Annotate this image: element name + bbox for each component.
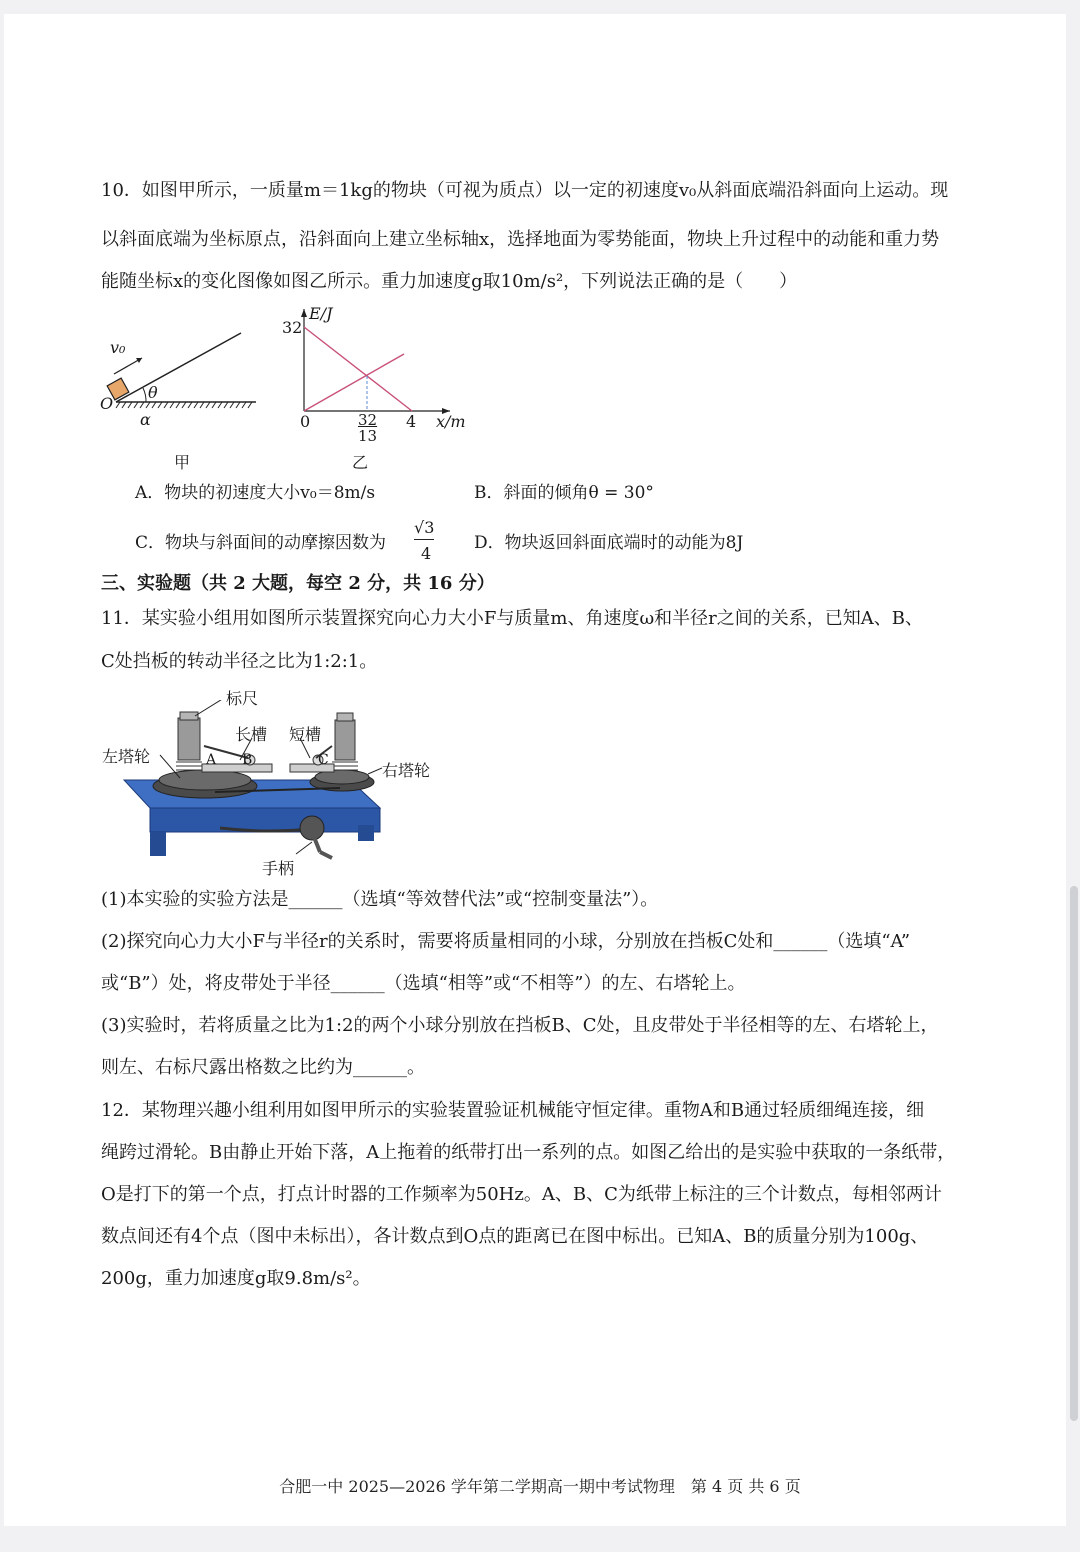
q11-part2-line1: (2)探究向心力大小F与半径r的关系时，需要将质量相同的小球，分别放在挡板C处和______（选填“A” — [101, 931, 911, 952]
short-slot-label: 短槽 — [289, 725, 322, 744]
left-tower-wheel-label: 左塔轮 — [102, 747, 151, 766]
option-b[interactable]: B．斜面的倾角θ = 30° — [474, 483, 654, 503]
x-axis-label: x/m — [436, 412, 466, 431]
kinetic-energy-line — [304, 327, 412, 411]
option-c[interactable]: C．物块与斜面间的动摩擦因数为 — [135, 533, 387, 553]
handle-label: 手柄 — [262, 859, 295, 878]
v0-label: v₀ — [110, 338, 126, 357]
page-footer: 合肥一中 2025—2026 学年第二学期高一期中考试物理 第 4 页 共 6 页 — [279, 1477, 801, 1496]
q12-line4: 数点间还有4个点（图中未标出），各计数点到O点的距离已在图中标出。已知A、B的质量分别为100g、 — [101, 1226, 929, 1247]
theta-label: θ — [148, 383, 158, 402]
long-slot-label: 长槽 — [235, 725, 268, 744]
q11-part1: (1)本实验的实验方法是______（选填“等效替代法”或“控制变量法”）。 — [101, 889, 659, 910]
q12-line5: 200g，重力加速度g取9.8m/s²。 — [101, 1268, 371, 1289]
q10-line1: 10．如图甲所示，一质量m＝1kg的物块（可视为质点）以一定的初速度v₀从斜面底端沿斜面向上运动。现 — [101, 180, 949, 201]
q11-part3-line1: (3)实验时，若将质量之比为1:2的两个小球分别放在挡板B、C处，且皮带处于半径相等的左、右塔轮上， — [101, 1015, 939, 1036]
scrollbar-thumb[interactable] — [1070, 886, 1078, 1421]
option-c-numerator: √3 — [414, 517, 434, 540]
baffle-a-label: A — [206, 752, 217, 768]
ruler-label: 标尺 — [226, 689, 259, 708]
x-tick-fraction-num: 32 — [358, 411, 378, 429]
q11-line1: 11．某实验小组用如图所示装置探究向心力大小F与质量m、角速度ω和半径r之间的关系，已知A、B、 — [101, 608, 923, 629]
y-tick-32: 32 — [282, 318, 303, 337]
y-axis-label: E/J — [309, 304, 333, 323]
x-tick-fraction-den: 13 — [358, 427, 378, 445]
origin-zero: 0 — [300, 412, 311, 431]
baffle-c-label: C — [318, 752, 329, 768]
q10-line2: 以斜面底端为坐标原点，沿斜面向上建立坐标轴x，选择地面为零势能面，物块上升过程中的动能和重力势 — [101, 229, 940, 250]
q12-line2: 绳跨过滑轮。B由静止开始下落，A上拖着的纸带打出一系列的点。如图乙给出的是实验中获取的一条纸带， — [101, 1142, 956, 1163]
q12-line1: 12．某物理兴趣小组利用如图甲所示的实验装置验证机械能守恒定律。重物A和B通过轻质细绳连接，细 — [101, 1100, 925, 1121]
x-tick-4: 4 — [406, 412, 417, 431]
q11-part2-line2: 或“B”）处，将皮带处于半径______（选填“相等”或“不相等”）的左、右塔轮上。 — [101, 973, 746, 994]
origin-o-label: O — [100, 394, 114, 413]
option-d[interactable]: D．物块返回斜面底端时的动能为8J — [474, 533, 744, 553]
right-tower-wheel-label: 右塔轮 — [382, 761, 431, 780]
section-3-heading: 三、实验题（共 2 大题，每空 2 分，共 16 分） — [101, 573, 495, 594]
baffle-b-label: B — [242, 752, 253, 768]
alpha-label: α — [140, 410, 151, 429]
q10-line3: 能随坐标x的变化图像如图乙所示。重力加速度g取10m/s²，下列说法正确的是（ ） — [101, 271, 798, 292]
q12-line3: O是打下的第一个点，打点计时器的工作频率为50Hz。A、B、C为纸带上标注的三个计数点，每相邻两计 — [101, 1184, 942, 1205]
fig-yi-caption: 乙 — [352, 453, 369, 472]
fig-jia-caption: 甲 — [174, 453, 191, 472]
q11-part3-line2: 则左、右标尺露出格数之比约为______。 — [101, 1057, 425, 1078]
option-a[interactable]: A．物块的初速度大小v₀＝8m/s — [135, 483, 376, 503]
option-c-denominator: 4 — [421, 544, 432, 563]
potential-energy-line — [304, 354, 404, 411]
q11-line2: C处挡板的转动半径之比为1:2:1。 — [101, 651, 378, 672]
